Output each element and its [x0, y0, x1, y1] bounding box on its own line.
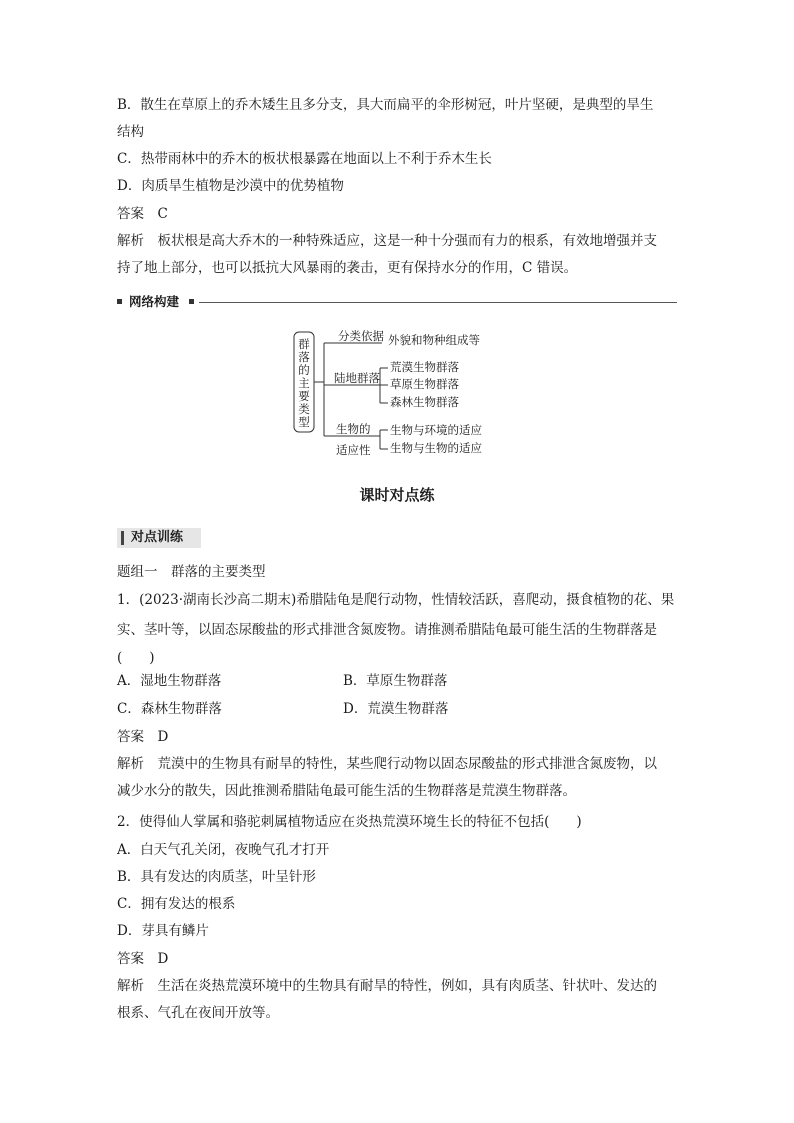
option-b-line2: 结构 [117, 124, 144, 140]
main-bracket [314, 343, 334, 436]
q2-option-a: A．白天气孔关闭，夜晚气孔才打开 [117, 842, 330, 858]
q2-analysis-line2: 根系、气孔在夜间开放等。 [117, 1005, 279, 1021]
desert-community: 荒漠生物群落 [390, 360, 459, 374]
analysis-line2: 持了地上部分，也可以抵抗大风暴雨的袭击，更有保持水分的作用，C 错误。 [117, 260, 578, 276]
option-b-line1: B．散生在草原上的乔木矮生且多分支，具大而扁平的伞形树冠，叶片坚硬，是典型的旱生 [117, 97, 654, 113]
practice-title: 课时对点练 [359, 486, 435, 504]
practice-tag [117, 528, 201, 548]
grassland-community: 草原生物群落 [390, 377, 459, 391]
root-char: 类 [298, 402, 310, 416]
root-char: 要 [298, 389, 310, 403]
answer: 答案 C [117, 206, 168, 222]
q2-stem: 2．使得仙人掌属和骆驼刺属植物适应在炎热荒漠环境生长的特征不包括( ) [117, 814, 582, 830]
q1-analysis-line1: 解析 荒漠中的生物具有耐旱的特性，某些爬行动物以固态尿酸盐的形式排泄含氮废物，以 [117, 756, 657, 772]
q2-answer: 答案 D [117, 951, 169, 967]
bullet-square-icon [189, 299, 194, 304]
q1-option-a: A．湿地生物群落 [117, 673, 222, 689]
root-char: 主 [298, 376, 310, 390]
q2-option-c: C．拥有发达的根系 [117, 896, 236, 912]
root-char: 落 [298, 350, 310, 364]
q1-answer: 答案 D [117, 729, 169, 745]
q2-option-b: B．具有发达的肉质茎，叶呈针形 [117, 869, 316, 885]
tag-edge [121, 531, 124, 545]
branch1-leaf: 外貌和物种组成等 [388, 333, 480, 347]
option-d: D．肉质旱生植物是沙漠中的优势植物 [117, 178, 344, 194]
root-char: 的 [298, 363, 310, 377]
q2-analysis-line1: 解析 生活在炎热荒漠环境中的生物具有耐旱的特性，例如，具有肉质茎、针状叶、发达的 [117, 978, 657, 994]
q2-option-d: D．芽具有鳞片 [117, 923, 209, 939]
section-header-network [117, 292, 677, 312]
option-c: C．热带雨林中的乔木的板状根暴露在地面以上不利于乔木生长 [117, 151, 492, 167]
question-group: 题组一 群落的主要类型 [117, 564, 266, 580]
q1-option-c: C．森林生物群落 [117, 701, 222, 717]
root-char: 群 [298, 337, 310, 351]
q1-line3: ( ) [117, 650, 155, 666]
organism-adaptation: 生物与生物的适应 [390, 441, 482, 455]
tag-label: 对点训练 [131, 530, 184, 545]
q1-option-b: B．草原生物群落 [343, 673, 448, 689]
section-rule [199, 302, 677, 303]
environment-adaptation: 生物与环境的适应 [390, 423, 482, 437]
q1-analysis-line2: 减少水分的散失，因此推测希腊陆龟最可能生活的生物群落是荒漠生物群落。 [117, 783, 576, 799]
branch-adaptation-line1: 生物的 [336, 422, 371, 436]
concept-map [292, 330, 512, 460]
branch-adaptation-line2: 适应性 [336, 443, 371, 457]
branch-terrestrial: 陆地群落 [334, 371, 380, 385]
q1-option-d: D．荒漠生物群落 [343, 701, 449, 717]
bullet-square-icon [117, 299, 122, 304]
section-title: 网络构建 [129, 294, 180, 309]
q1-line1: 1．(2023·湖南长沙高二期末)希腊陆龟是爬行动物，性情较活跃，喜爬动，摄食植物的花、果 [117, 592, 675, 608]
root-char: 型 [298, 415, 310, 429]
analysis-line1: 解析 板状根是高大乔木的一种特殊适应，这是一种十分强而有力的根系，有效地增强并支 [117, 233, 657, 249]
q1-line2: 实、茎叶等，以固态尿酸盐的形式排泄含氮废物。请推测希腊陆龟最可能生活的生物群落是 [117, 622, 657, 638]
branch-classification: 分类依据 [338, 330, 384, 343]
forest-community: 森林生物群落 [390, 395, 459, 409]
